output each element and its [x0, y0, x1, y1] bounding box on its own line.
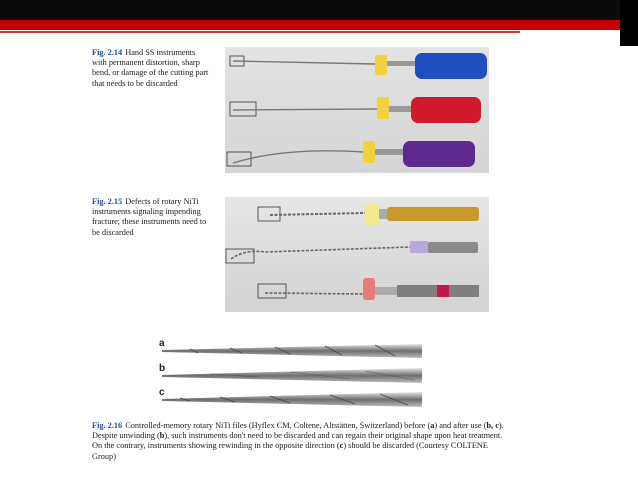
stopper-2 — [377, 97, 389, 119]
stopper-1 — [375, 55, 387, 75]
rotary-file-2 — [231, 247, 410, 259]
fig-2-15-caption — [92, 197, 212, 238]
fig-2-16-ref-a: a — [430, 421, 435, 430]
fig-2-16-number: Fig. 2.16 — [92, 421, 123, 430]
rotary-shank-3a — [397, 285, 437, 297]
file-shaft-1 — [233, 61, 375, 64]
rotary-shank-2 — [428, 242, 478, 253]
rotary-stopper-1 — [365, 204, 379, 226]
fig-2-16-text-2: ) and after use ( — [434, 421, 487, 430]
fig-2-16-image — [150, 335, 440, 415]
stopper-3 — [363, 141, 375, 163]
fig-2-16-ref-bc: b, c — [486, 421, 499, 430]
fig-2-16-ref-c: c — [339, 441, 344, 451]
rotary-neck-3 — [375, 287, 397, 295]
handle-purple — [403, 141, 475, 167]
rotary-file-1 — [270, 213, 365, 215]
rotary-shank-gold — [387, 207, 479, 221]
header-red-band — [0, 20, 638, 30]
fig-2-15-photo — [225, 197, 489, 312]
fig-2-16-text-4: ), such instruments don't need to be discarded and can regain their original shape upon heat treatment. On the contrary, instruments showing rewinding in the opposite direction ( — [92, 431, 503, 451]
header-thin-rule — [0, 31, 520, 33]
defect-box-6 — [258, 284, 286, 298]
shank-3 — [375, 149, 403, 155]
fig-2-16-ref-b: b — [159, 431, 165, 441]
hand-instruments-illustration — [225, 47, 489, 173]
rotary-neck-1 — [379, 209, 387, 219]
niti-files-illustration — [150, 335, 440, 415]
header-black-band — [0, 0, 638, 20]
file-shaft-2 — [233, 109, 377, 110]
fig-2-16-caption — [92, 421, 512, 462]
fig-2-16-label-a: a — [159, 338, 165, 349]
handle-blue — [415, 53, 487, 79]
header-corner-block — [620, 0, 638, 46]
shank-1 — [387, 61, 415, 66]
shank-2 — [389, 106, 411, 112]
file-b — [162, 368, 422, 383]
file-c — [162, 392, 422, 407]
fig-2-16-text-1: Controlled-memory rotary NiTi files (Hyflex CM, Coltene, Altstätten, Switzerland) before ( — [125, 421, 431, 430]
rotary-stopper-3 — [363, 278, 375, 300]
fig-2-14-text: Hand SS instruments with permanent distortion, sharp bend, or damage of the cutting part that needs to be discarded — [92, 48, 209, 88]
defect-box-2 — [230, 102, 256, 116]
rotary-ring-2 — [410, 241, 428, 253]
fig-2-16-label-b: b — [159, 363, 166, 374]
fig-2-14-photo — [225, 47, 489, 173]
fig-2-15-text: Defects of rotary NiTi instruments signaling impending fracture; these instruments need to be discarded — [92, 197, 207, 237]
file-a — [162, 344, 422, 358]
fig-2-14-number: Fig. 2.14 — [92, 48, 123, 57]
rotary-file-3 — [265, 293, 365, 294]
fig-2-16-text-5: ) should be discarded (Courtesy COLTENE Group) — [92, 441, 488, 461]
rotary-instruments-illustration — [225, 197, 489, 312]
fig-2-16-text-3: ). Despite unwinding ( — [92, 421, 504, 441]
fig-2-16-label-c: c — [159, 387, 165, 398]
fig-2-14-caption — [92, 48, 212, 89]
handle-red — [411, 97, 481, 123]
file-shaft-3 — [233, 151, 363, 163]
fig-2-15-number: Fig. 2.15 — [92, 197, 123, 206]
rotary-shank-3b — [449, 285, 479, 297]
rotary-ring-3 — [437, 285, 449, 297]
